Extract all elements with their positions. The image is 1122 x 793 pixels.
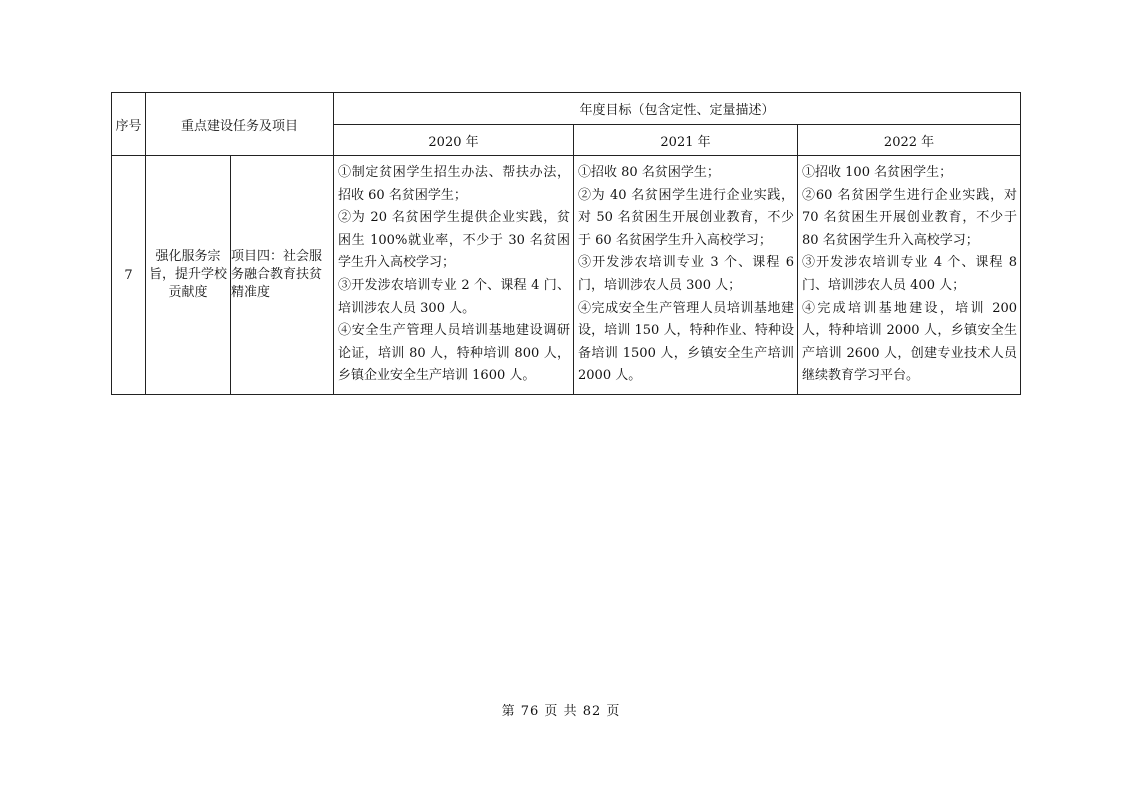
goal-item: ③开发涉农培训专业 3 个、课程 6 门，培训涉农人员 300 人； bbox=[578, 255, 795, 293]
table-row bbox=[112, 156, 1021, 395]
goals-2021-cell bbox=[574, 156, 798, 395]
header-year-2022: 2022 年 bbox=[798, 125, 1021, 156]
goal-item: ④完成安全生产管理人员培训基地建设，培训 150 人，特种作业、特种设备培训 1500 人，乡镇安全生产培训 2000 人。 bbox=[578, 300, 795, 384]
goal-item: ④安全生产管理人员培训基地建设调研论证，培训 80 人，特种培训 800 人，乡镇企业安全生产培训 1600 人。 bbox=[338, 323, 571, 384]
row-seq: 7 bbox=[112, 156, 146, 395]
goal-item: ①招收 100 名贫困学生； bbox=[802, 165, 953, 180]
goal-item: ②为 40 名贫困学生进行企业实践，对 50 名贫困生开展创业教育，不少于 60 名贫困学生升入高校学习； bbox=[578, 187, 795, 248]
goal-item: ③开发涉农培训专业 4 个、课程 8 门、培训涉农人员 400 人； bbox=[802, 255, 1018, 293]
page-number: 第 76 页 共 82 页 bbox=[501, 704, 621, 719]
goal-item: ①制定贫困学生招生办法、帮扶办法，招收 60 名贫困学生； bbox=[338, 165, 571, 203]
goals-2020-cell bbox=[334, 156, 574, 395]
goal-item: ③开发涉农培训专业 2 个、课程 4 门、培训涉农人员 300 人。 bbox=[338, 277, 571, 316]
header-year-2020: 2020 年 bbox=[334, 125, 574, 156]
goals-table bbox=[111, 92, 1021, 395]
row-task: 强化服务宗旨，提升学校贡献度 bbox=[146, 156, 231, 395]
header-seq: 序号 bbox=[112, 93, 146, 156]
header-year-2021: 2021 年 bbox=[574, 125, 798, 156]
goal-item: ①招收 80 名贫困学生； bbox=[578, 165, 720, 180]
goal-item: ②60 名贫困学生进行企业实践，对 70 名贫困生开展创业教育，不少于 80 名贫困学生升入高校学习； bbox=[802, 187, 1018, 248]
header-task: 重点建设任务及项目 bbox=[146, 93, 334, 156]
goal-item: ②为 20 名贫困学生提供企业实践，贫困生 100%就业率，不少于 30 名贫困学生升入高校学习； bbox=[338, 210, 571, 271]
goals-2022-cell bbox=[798, 156, 1021, 395]
row-project: 项目四：社会服务融合教育扶贫精准度 bbox=[231, 156, 334, 395]
goal-item: ④完成培训基地建设，培训 200 人，特种培训 2000 人，乡镇安全生产培训 2600 人，创建专业技术人员继续教育学习平台。 bbox=[802, 300, 1018, 384]
header-annual-goal: 年度目标（包含定性、定量描述） bbox=[334, 93, 1021, 125]
